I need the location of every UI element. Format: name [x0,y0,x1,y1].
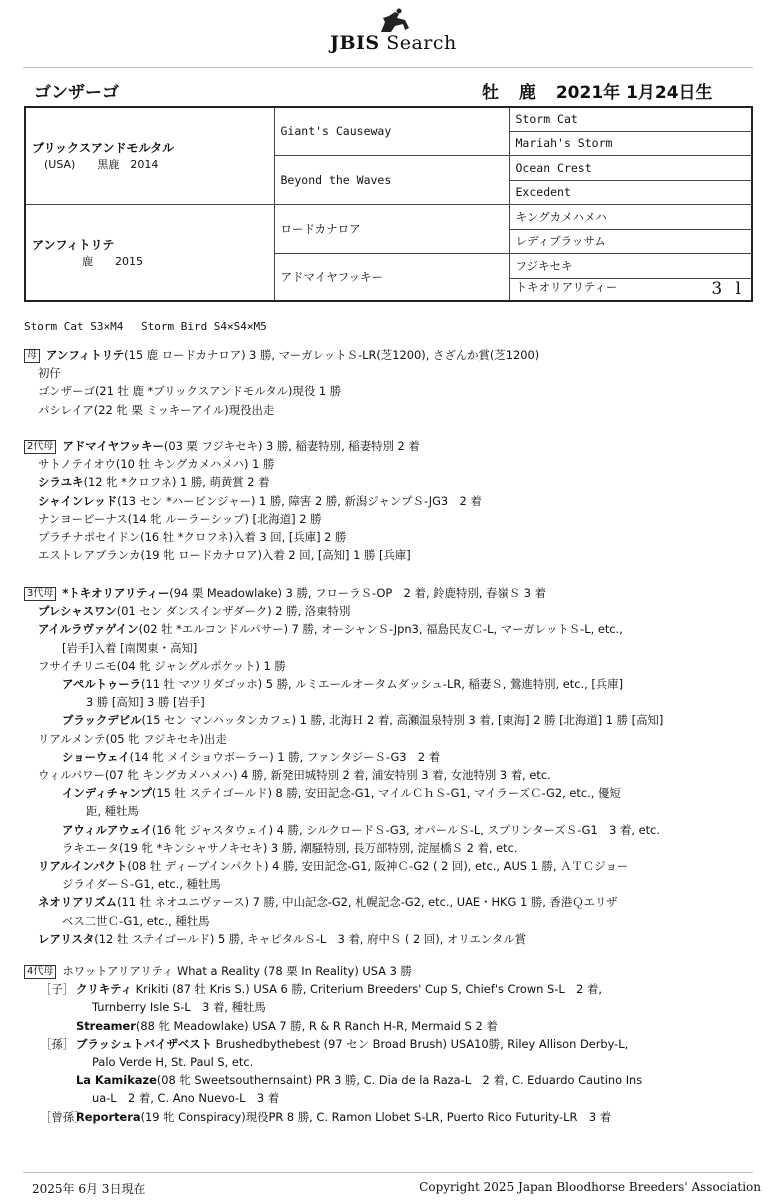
record-text: (14 牝 メイショウボーラー) 1 勝, ファンタジーＳ-G3 2 着 [129,749,441,764]
pedigree-line [24,748,754,766]
pedigree-dam-sire: ロードカナロア [274,204,509,253]
pedigree-line [24,455,754,473]
pedigree-dss: キングカメハメハ [509,204,752,229]
dam-name: アンフィトリテ [32,237,115,252]
pedigree-line [24,893,754,911]
pedigree-line [24,510,754,528]
horse-name-bold: シラユキ [38,475,84,490]
record-text: (15 セン マンハッタンカフェ) 1 勝, 北海Ｈ 2 着, 高瀬温泉特別 3 着, [東海] 2 勝 [北海道] 1 勝 [高知] [141,713,664,728]
horse-jockey-icon [375,8,415,34]
horse-name-bold: *トキオリアリティー [62,586,170,600]
logo-text: JBIS Search [330,32,457,54]
record-text: Turnberry Isle S-L 3 着, 種牡馬 [92,1000,266,1015]
record-text: ベス二世Ｃ-G1, etc., 種牡馬 [62,913,210,928]
record-text: (13 セン *ハービンジャー) 1 勝, 障害 2 勝, 新潟ジャンプＳ-JG3 2 着 [117,493,482,508]
inbreeding-line: Storm Cat S3×M4 Storm Bird S4×S4×M5 [24,320,267,333]
pedigree-sire-sire: Giant's Causeway [274,107,509,155]
record-text: ホワットアリアリティ What a Reality (78 栗 In Reality) USA 3 勝 [62,964,412,978]
record-text: パシレイア(22 牝 栗 ミッキーアイル)現役出走 [38,402,275,417]
horse-meta [482,78,727,103]
pedigree-sdd: Excedent [509,180,752,204]
pedigree-line [24,657,754,675]
record-text: (88 牝 Meadowlake) USA 7 勝, R & R Ranch H-R, Mermaid S 2 着 [135,1018,498,1033]
pedigree-line [24,839,754,857]
footer-date: 2025年 6月 3日現在 [32,1182,146,1196]
record-text: (11 牡 マツリダゴッホ) 5 勝, ルミエールオータムダッシュ-LR, 稲妻Ｓ, 鶯進特別, etc., [兵庫] [141,677,624,692]
pedigree-ssd: Mariah's Storm [509,131,752,155]
pedigree-line [24,602,754,620]
horse-name-bold: Reportera [76,1109,141,1124]
record-text: ゴンザーゴ(21 牡 鹿 *ブリックスアンドモルタル)現役 1 勝 [38,384,342,399]
pedigree-line [24,875,754,893]
horse-name-bold: アンフィトリテ [46,348,125,362]
pedigree-line [24,1108,754,1126]
record-text: (15 牡 ステイゴールド) 8 勝, 安田記念-G1, マイルＣｈＳ-G1, マイラーズＣ-G2, etc., 優短 [151,786,621,801]
record-text: 距, 種牡馬 [86,804,139,819]
pedigree-line [24,802,754,820]
pedigree-line [24,639,754,657]
section-header [24,437,754,455]
pedigree-line [24,912,754,930]
dam2-section [24,437,754,564]
horse-name-bold: レアリスタ [38,931,95,946]
record-text: (03 栗 フジキセキ) 3 勝, 稲妻特別, 稲妻特別 2 着 [163,439,420,453]
record-text: ua-L 2 着, C. Ano Nuevo-L 3 着 [92,1091,280,1106]
horse-name-bold: リアルインパクト [38,859,128,874]
pedigree-line [24,1071,754,1089]
relation-label: ［孫］ [40,1036,75,1051]
pedigree-line [24,473,754,491]
record-text: (16 牝 ジャスタウェイ) 4 勝, シルクロードＳ-G3, オパールＳ-L, スプリンターズＳ-G1 3 着, etc. [152,822,660,837]
header-rule [23,67,753,68]
pedigree-line [24,1089,754,1107]
horse-name-bold: アドマイヤフッキー [62,439,164,453]
pedigree-line [24,980,754,998]
pedigree-line [24,382,754,400]
record-text: (11 牡 ネオユニヴァース) 7 勝, 中山記念-G2, 札幌記念-G2, etc., UAE・HKG 1 勝, 香港Ｑエリザ [117,895,618,910]
pedigree-sss: Storm Cat [509,107,752,131]
pedigree-dds: フジキセキ [509,253,752,278]
pedigree-line [24,1035,754,1053]
pedigree-line [24,711,754,729]
pedigree-line [24,766,754,784]
horse-name-bold: アウィルアウェイ [62,822,152,837]
relation-label: ［曾孫］ [40,1109,86,1124]
horse-name-bold: クリキティ [76,982,133,997]
section-header [24,346,754,364]
record-text: サトノテイオウ(10 牡 キングカメハメハ) 1 勝 [38,457,275,472]
record-text: (08 牡 ディープインパクト) 4 勝, 安田記念-G1, 阪神Ｃ-G2 ( 2 回), etc., AUS 1 勝, ＡＴＣジョー [127,859,629,874]
horse-name-bold: ネオリアリズム [38,895,118,910]
horse-name-bold: ショーウェイ [62,749,130,764]
horse-birthdate: 2021年 1月24日生 [555,83,713,103]
dam-section [24,346,754,419]
record-text: リアルメンテ(05 牝 フジキセキ)出走 [38,731,227,746]
generation-tag: 2代母 [24,440,56,454]
horse-name-bold: シャインレッド [38,493,118,508]
section-header [24,962,754,980]
sire-info: (USA) 黒鹿 2014 [44,158,159,172]
dam4-section [24,962,754,1126]
record-text: [岩手]入着 [南関東・高知] [62,640,198,655]
horse-name-bold: La Kamikaze [76,1073,157,1088]
pedigree-sds: Ocean Crest [509,155,752,180]
pedigree-line [24,784,754,802]
pedigree-line [24,546,754,564]
horse-name-bold: プレシャスワン [38,604,117,619]
pedigree-line [24,730,754,748]
pedigree-ddd-name: トキオリアリティー [515,280,618,295]
pedigree-line [24,492,754,510]
footer-rule [23,1172,753,1173]
record-text: フサイチリニモ(04 牝 ジャングルポケット) 1 勝 [38,658,286,673]
record-text: (01 セン ダンスインザダーク) 2 勝, 洛東特別 [116,604,351,619]
record-text: プラチナポセイドン(16 牡 *クロフネ)入着 3 回, [兵庫] 2 勝 [38,530,347,545]
horse-sex: 牡 [482,83,499,103]
family-number: 3 l [711,279,745,300]
pedigree-line [24,620,754,638]
record-text: (08 牝 Sweetsouthernsaint) PR 3 勝, C. Dia de la Raza-L 2 着, C. Eduardo Cautino Ins [156,1073,643,1088]
section-header [24,584,754,602]
record-text: ラキエータ(19 牝 *キンシャサノキセキ) 3 勝, 潮騒特別, 長万部特別, 淀屋橋Ｓ 2 着, etc. [62,840,518,855]
pedigree-line [24,1017,754,1035]
record-text: 初仔 [38,366,61,381]
record-text: エストレアブランカ(19 牝 ロードカナロア)入着 2 回, [高知] 1 勝 [兵庫] [38,548,411,563]
pedigree-line [24,693,754,711]
pedigree-line [24,401,754,419]
pedigree-line [24,930,754,948]
dam-info: 鹿 2015 [82,254,143,268]
pedigree-sire [25,107,274,204]
generation-tag: 4代母 [24,965,56,979]
record-text: Krikiti (87 牡 Kris S.) USA 6 勝, Criterium Breeders' Cup S, Chief's Crown S-L 2 着, [132,982,602,997]
horse-name-bold: インディチャンプ [62,786,152,801]
pedigree-sire-dam: Beyond the Waves [274,155,509,204]
record-text: ナンヨービーナス(14 牝 ルーラーシップ) [北海道] 2 勝 [38,511,322,526]
pedigree-line [24,821,754,839]
horse-name-bold: Streamer [76,1018,136,1033]
generation-tag: 母 [24,349,40,363]
pedigree-dam-dam: アドマイヤフッキー [274,253,509,301]
pedigree-line [24,528,754,546]
pedigree-line [24,675,754,693]
record-text: (02 牡 *エルコンドルパサー) 7 勝, オーシャンＳ-Jpn3, 福島民友Ｃ-L, マーガレットＳ-L, etc., [138,622,623,637]
pedigree-table [24,106,753,302]
footer-copyright: Copyright 2025 Japan Bloodhorse Breeders' Association [419,1180,761,1194]
pedigree-line [24,364,754,382]
horse-name-bold: アイルラヴァゲイン [38,622,139,637]
record-text: (12 牝 *クロフネ) 1 勝, 萌黄賞 2 着 [83,475,270,490]
record-text: Palo Verde H, St. Paul S, etc. [92,1055,254,1070]
pedigree-ddd [509,278,752,301]
record-text: (15 鹿 ロードカナロア) 3 勝, マーガレットＳ-LR(芝1200), さざんか賞(芝1200) [124,348,540,362]
record-text: 3 勝 [高知] 3 勝 [岩手] [86,695,205,710]
pedigree-dam [25,204,274,301]
horse-name-bold: アペルトゥーラ [62,677,141,692]
pedigree-line [24,1053,754,1071]
record-text: (19 牝 Conspiracy)現役PR 8 勝, C. Ramon Llobet S-LR, Puerto Rico Futurity-LR 3 着 [140,1109,612,1124]
record-text: Brushedbythebest (97 セン Broad Brush) USA10勝, Riley Allison Derby-L, [212,1036,629,1051]
horse-name: ゴンザーゴ [34,83,119,103]
dam3-section [24,584,754,948]
sire-name: ブリックスアンドモルタル [32,141,174,156]
horse-color: 鹿 [518,83,536,103]
horse-name-bold: ブラックデビル [62,713,142,728]
relation-label: ［子］ [40,982,75,997]
pedigree-line [24,857,754,875]
pedigree-dsd: レディブラッサム [509,229,752,253]
jbis-logo [330,8,465,56]
record-text: (94 栗 Meadowlake) 3 勝, フローラＳ-OP 2 着, 鈴鹿特別, 春嶺Ｓ 3 着 [169,586,547,600]
horse-name-bold: ブラッシュトバイザベスト [76,1036,213,1051]
pedigree-line [24,998,754,1016]
record-text: ジライダーＳ-G1, etc., 種牡馬 [62,877,221,892]
generation-tag: 3代母 [24,587,56,601]
record-text: (12 牡 ステイゴールド) 5 勝, キャピタルＳ-L 3 着, 府中Ｓ ( 2 回), オリエンタル賞 [94,931,526,946]
record-text: ウィルパワー(07 牝 キングカメハメハ) 4 勝, 新発田城特別 2 着, 浦安特別 3 着, 女池特別 3 着, etc. [38,768,551,783]
